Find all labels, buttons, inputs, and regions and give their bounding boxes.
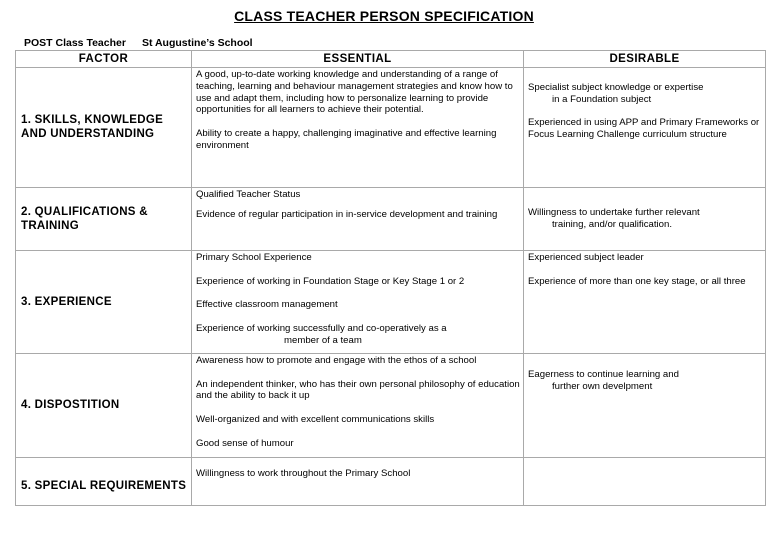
- page-title: CLASS TEACHER PERSON SPECIFICATION: [234, 8, 534, 24]
- desirable-text: in a Foundation subject: [552, 93, 652, 105]
- desirable-cell: [524, 68, 766, 188]
- table-row: [16, 251, 766, 354]
- essential-item: Experience of working in Foundation Stage or Key Stage 1 or 2: [196, 275, 465, 287]
- factor-cell: 2. QUALIFICATIONS & TRAINING: [16, 188, 192, 251]
- desirable-cell: [524, 188, 766, 251]
- table-row: [16, 188, 766, 251]
- essential-item: Primary School Experience: [196, 252, 312, 263]
- essential-cell: [192, 188, 524, 251]
- essential-cell: [192, 458, 524, 506]
- essential-item: Good sense of humour: [196, 437, 294, 449]
- header-factor: FACTOR: [16, 51, 192, 68]
- factor-cell: 5. SPECIAL REQUIREMENTS: [16, 458, 192, 506]
- desirable-text: Eagerness to continue learning and: [528, 369, 679, 380]
- post-label: POST Class Teacher: [24, 37, 126, 49]
- factor-cell: 1. SKILLS, KNOWLEDGE AND UNDERSTANDING: [16, 68, 192, 188]
- school-name: St Augustine’s School: [141, 37, 253, 49]
- essential-text: Experience of working successfully and co-operatively as a: [196, 322, 447, 334]
- desirable-cell: [524, 458, 766, 506]
- desirable-text: Specialist subject knowledge or expertise: [528, 82, 704, 93]
- desirable-text: training, and/or qualification.: [552, 218, 672, 230]
- essential-item: An independent thinker, who has their own personal philosophy of education and the ability to back it up: [196, 378, 520, 402]
- header-desirable: DESIRABLE: [524, 51, 766, 68]
- factor-cell: 4. DISPOSTITION: [16, 354, 192, 458]
- essential-item: [196, 323, 520, 347]
- post-line: [24, 37, 253, 49]
- desirable-item: [528, 369, 762, 393]
- header-essential: ESSENTIAL: [192, 51, 524, 68]
- essential-text: member of a team: [284, 334, 362, 346]
- table-row: [16, 458, 766, 506]
- essential-item: Awareness how to promote and engage with the ethos of a school: [196, 355, 477, 366]
- essential-cell: [192, 354, 524, 458]
- header-row: [16, 51, 766, 68]
- essential-item: Evidence of regular participation in in-service development and training: [196, 208, 498, 220]
- desirable-item: Experience of more than one key stage, or all three: [528, 275, 746, 287]
- desirable-cell: [524, 251, 766, 354]
- table-row: [16, 68, 766, 188]
- essential-item: A good, up-to-date working knowledge and understanding of a range of teaching, learning and behaviour management strategies and know how to use and adapt them, including how to personalize learning to provide opportunities for all learners to achieve their potential.: [196, 69, 513, 116]
- essential-item: Qualified Teacher Status: [196, 189, 301, 200]
- desirable-item: Experienced subject leader: [528, 252, 644, 263]
- essential-cell: [192, 68, 524, 188]
- desirable-text: further own develpment: [552, 380, 653, 392]
- essential-item: Willingness to work throughout the Primary School: [196, 468, 411, 479]
- essential-cell: [192, 251, 524, 354]
- factor-cell: 3. EXPERIENCE: [16, 251, 192, 354]
- essential-item: Ability to create a happy, challenging imaginative and effective learning environment: [196, 127, 497, 151]
- essential-item: Effective classroom management: [196, 299, 338, 311]
- desirable-item: Experienced in using APP and Primary Frameworks or Focus Learning Challenge curriculum structure: [528, 117, 760, 141]
- table-row: [16, 354, 766, 458]
- desirable-item: [528, 82, 762, 106]
- desirable-item: [528, 207, 762, 231]
- desirable-text: Willingness to undertake further relevant: [528, 206, 700, 218]
- desirable-cell: [524, 354, 766, 458]
- essential-item: Well-organized and with excellent communications skills: [196, 413, 435, 425]
- person-specification-table: [15, 50, 766, 506]
